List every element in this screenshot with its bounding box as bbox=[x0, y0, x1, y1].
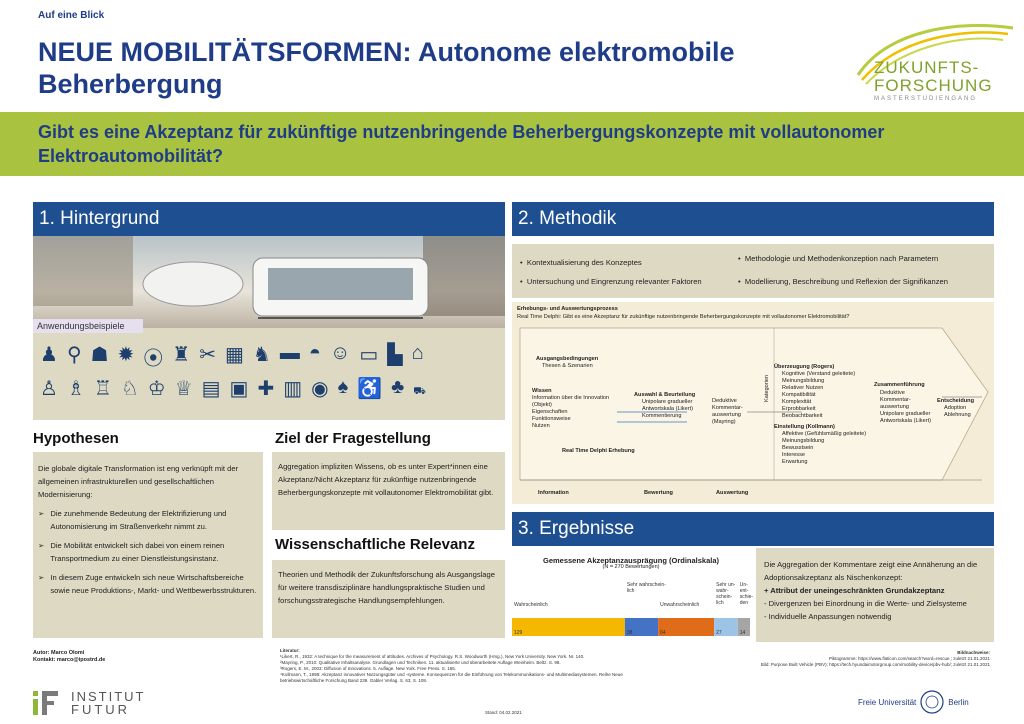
auswahl-list bbox=[642, 399, 712, 420]
bar-segment bbox=[512, 618, 625, 636]
zusammen-title: Zusammenführung bbox=[874, 382, 925, 388]
vehicle-illustration-icon bbox=[33, 236, 505, 328]
wissen-title: Wissen bbox=[532, 388, 552, 394]
wissen-item: Funktionsweise bbox=[532, 416, 571, 422]
hypothesen-bullet bbox=[38, 571, 258, 597]
literature-item: ¹Likert, R., 1932: A technique for the measurement of attitudes. Archives of Psychology. R.S. Woodworth (Hrsg.), New York University. New York. Nr. 140. bbox=[280, 654, 585, 659]
logo-line-2: FORSCHUNG bbox=[874, 76, 993, 95]
bar-category-label: schein- bbox=[716, 594, 733, 600]
group-icon: ♕ bbox=[174, 378, 193, 400]
einstellung-item: Affektive (Gefühlsmäßig geleitete) Meinungsbildung bbox=[782, 431, 867, 444]
methodik-item: • Kontextualisierung des Konzeptes bbox=[520, 258, 642, 267]
hintergrund-title: 1. Hintergrund bbox=[33, 202, 505, 236]
hypothesen-bullet-text: In diesem Zuge entwickeln sich neue Wirtschaftsbereiche sowie neue Produktions-, Markt- und Wettbewerbsstrukturen. bbox=[50, 573, 257, 595]
institut-line-2: FUTUR bbox=[71, 702, 131, 717]
couple-icon: ♣ bbox=[391, 376, 405, 398]
family-icon: ♙ bbox=[40, 378, 58, 400]
bar-value-label: 14 bbox=[739, 630, 746, 636]
results-intro: Die Aggregation der Kommentare zeigt eine Annäherung an die Adoptionsakzeptanz als Nischenkonzept: bbox=[764, 560, 978, 582]
literature-item: ³Rogers, E. M., 2003: Diffusion of Innovations. 5. Auflage. New York. Free Press. S. 165. bbox=[280, 666, 457, 671]
entscheidung-list bbox=[944, 405, 971, 419]
results-summary bbox=[756, 548, 994, 642]
einstellung-item: Interesse bbox=[782, 452, 806, 458]
firefighter-icon: ♘ bbox=[120, 378, 139, 400]
bar-value-label: 38 bbox=[626, 630, 633, 636]
hypothesen-title: Hypothesen bbox=[33, 430, 119, 447]
chef-icon: ♖ bbox=[93, 378, 112, 400]
results-bullet: - Individuelle Anpassungen notwendig bbox=[764, 612, 892, 621]
flow-subtitle: Real Time Delphi: Gibt es eine Akzeptanz für zukünftige nutzenbringende Beherbergungskonzepte mit vollautonomer Elektromobilität? bbox=[517, 314, 850, 320]
flow-diagram bbox=[512, 302, 994, 504]
wissen-item: Nutzen bbox=[532, 423, 550, 429]
bar-category-label: wahr- bbox=[716, 588, 729, 594]
auswahl-item: Unipolare gradueller Antwortskala (Likert) bbox=[642, 399, 693, 412]
einstellung-list bbox=[782, 431, 867, 466]
ueberzeugung-list bbox=[782, 371, 867, 420]
bar-category-label: lich bbox=[716, 600, 724, 606]
zusammen-item: Unipolare gradueller Antwortskala (Likert) bbox=[880, 411, 931, 424]
einstellung-item: Erwartung bbox=[782, 459, 808, 465]
entscheidung-title: Entscheidung bbox=[937, 398, 974, 404]
author: Autor: Marco Olomi bbox=[33, 650, 85, 656]
bar-category-label: schie- bbox=[739, 594, 754, 600]
einstellung-item: Bewusstsein bbox=[782, 445, 814, 451]
bar-category-label: Sehr wahrschein- bbox=[626, 582, 666, 588]
ueberzeugung-item: Kompatibilität bbox=[782, 392, 816, 398]
ausgang-title: Ausgangsbedingungen bbox=[536, 356, 599, 362]
virus-icon: ✹ bbox=[117, 344, 135, 366]
hypothesen-intro: Die globale digitale Transformation ist eng verknüpft mit der allgemeinen infrastrukturellen und gesellschaftlichen Modernisierung: bbox=[38, 464, 239, 499]
bar-category-label: Sehr un- bbox=[716, 582, 736, 588]
wissen-item: Eigenschaften bbox=[532, 409, 568, 415]
doctor-icon: ☗ bbox=[90, 344, 109, 366]
arrow-icon: ➢ bbox=[38, 573, 45, 582]
bar-segment bbox=[658, 618, 714, 636]
zukunftsforschung-logo bbox=[848, 20, 1018, 110]
hotel-staff-icon: ♟ bbox=[40, 344, 58, 366]
tools-icon: ✂ bbox=[199, 344, 216, 366]
methodik-items-panel bbox=[512, 244, 994, 298]
phase-label: Auswertung bbox=[716, 490, 749, 496]
literature-item: ²Mayring, P., 2010: Qualitative Inhaltsanalyse. Grundlagen und Techniken. 11. aktualisierte und überarbeitete Auflage Weinheim. Beltz. S. 98. bbox=[280, 660, 561, 665]
icon-row-1 bbox=[40, 342, 424, 371]
methodik-item: • Methodologie und Methodenkonzeption nach Parametern bbox=[738, 254, 939, 263]
page-title: NEUE MOBILITÄTSFORMEN: Autonome elektromobile Beherbergung bbox=[38, 37, 735, 99]
methodik-item-text: Modellierung, Beschreibung und Reflexion der Signifikanzen bbox=[744, 277, 948, 286]
ueberzeugung-item: Relativer Nutzen bbox=[782, 385, 824, 391]
atm-icon: ▥ bbox=[283, 378, 303, 400]
examples-caption: Anwendungsbeispiele bbox=[33, 319, 143, 333]
rtd-label: Real Time Delphi Erhebung bbox=[562, 448, 635, 454]
image-credit: Bild: Purpose Built Vehicle (PBV): https://tech.hyundaimotorgroup.com/mobility-device/pbv-hub/; zuletzt 21.01.2021 bbox=[760, 662, 990, 667]
phase-label: Bewertung bbox=[644, 490, 673, 496]
stand-date: Stand: 04.02.2021 bbox=[485, 710, 522, 715]
child-icon: ♗ bbox=[66, 378, 85, 400]
police-icon: ◉ bbox=[311, 378, 329, 400]
house-icon: ⌂ bbox=[411, 342, 424, 364]
institut-line-1: INSTITUT bbox=[71, 689, 146, 704]
worker-icon: ♜ bbox=[172, 344, 191, 366]
fu-city: Berlin bbox=[948, 697, 969, 707]
person-bell-icon: ⚲ bbox=[66, 344, 82, 366]
image-credits-title: Bildnachweise: bbox=[957, 650, 990, 655]
wissen-list bbox=[532, 395, 614, 430]
if-logo-icon bbox=[33, 691, 63, 715]
ueberzeugung-item: Kognitive (Verstand geleitete) Meinungsbildung bbox=[782, 371, 856, 384]
entscheidung-item: Adoption bbox=[944, 405, 967, 411]
zusammen-list bbox=[880, 390, 935, 425]
bar-category-label: lich bbox=[626, 588, 635, 594]
methodik-item-text: Kontextualisierung des Konzeptes bbox=[526, 258, 642, 267]
elderly-icon: ♠ bbox=[337, 376, 349, 398]
methodik-item: • Modellierung, Beschreibung und Reflexion der Signifikanzen bbox=[738, 277, 948, 286]
methodik-item: • Untersuchung und Eingrenzung relevanter Faktoren bbox=[520, 277, 702, 286]
ausgang-sub: Thesen & Szenarien bbox=[542, 363, 593, 369]
ziel-text: Aggregation impliziten Wissens, ob es unter Expert*innen eine Akzeptanz/Nicht Akzeptanz für zukünftige nutzenbringende Beherbergungskonzepte mit vollautonomer Elektromobilität gibt. bbox=[272, 452, 505, 530]
phase-label: Information bbox=[538, 490, 569, 496]
factory-icon: ▙ bbox=[387, 344, 403, 366]
literature bbox=[280, 648, 660, 684]
bar-category-label: ent- bbox=[739, 588, 749, 594]
methodik-title: 2. Methodik bbox=[512, 202, 994, 236]
icon-row-2 bbox=[40, 376, 426, 401]
hypothesen-bullet bbox=[38, 507, 258, 533]
logo-line-1: ZUKUNFTS- bbox=[874, 58, 980, 77]
hypothesen-bullet bbox=[38, 539, 258, 565]
moped-icon: ◓ bbox=[308, 342, 321, 364]
ueberzeugung-item: Beobachtbarkeit bbox=[782, 413, 823, 419]
entscheidung-item: Ablehnung bbox=[944, 412, 971, 418]
hypothesen-bullet-text: Die Mobilität entwickelt sich dabei von einem reinen Transportmedium zu einer Dienstleistungsinstanz. bbox=[50, 541, 225, 563]
einstellung-title: Einstellung (Kollmann) bbox=[774, 424, 835, 430]
fu-seal-icon bbox=[920, 690, 944, 714]
image-credit: Piktogramme: https://www.flaticon.com/search?word=rescue ; zuletzt 21.01.2021 bbox=[829, 656, 990, 661]
methodik-item-text: Untersuchung und Eingrenzung relevanter Faktoren bbox=[526, 277, 702, 286]
flow-title: Erhebungs- und Auswertungsprozess bbox=[517, 306, 618, 312]
contact: Kontakt: marco@ipostrd.de bbox=[33, 657, 106, 663]
bar-value-label: 27 bbox=[716, 630, 722, 636]
chart-subtitle: (N = 270 Bewertungen) bbox=[602, 564, 660, 570]
wissen-item: Information über die Innovation (Objekt) bbox=[532, 395, 610, 408]
nurse-icon: ✚ bbox=[257, 378, 275, 400]
stacked-bar-chart bbox=[512, 548, 754, 642]
bar-category-label: Un- bbox=[739, 582, 748, 588]
deduktiv-text: Deduktive Kommentar-auswertung (Mayring) bbox=[712, 398, 743, 425]
bar-value-label: 129 bbox=[514, 630, 523, 636]
meeting-icon: ♞ bbox=[252, 344, 271, 366]
arrow-icon: ➢ bbox=[38, 541, 45, 550]
image-credits bbox=[700, 650, 990, 668]
ergebnisse-title: 3. Ergebnisse bbox=[512, 512, 994, 546]
masks-icon: ☺ bbox=[329, 342, 351, 364]
bar-category-label: Wahrscheinlich bbox=[514, 602, 548, 608]
bed-icon: ▬ bbox=[279, 342, 300, 364]
results-bullet: + Attribut der uneingeschränkten Grundakzeptanz bbox=[764, 586, 945, 595]
ueberzeugung-item: Komplexität bbox=[782, 399, 812, 405]
chart-title: Gemessene Akzeptanzausprägung (Ordinalskala) bbox=[542, 556, 720, 565]
fu-berlin-logo bbox=[858, 690, 969, 714]
delivery-icon: ▣ bbox=[229, 378, 249, 400]
arrow-icon: ➢ bbox=[38, 509, 45, 518]
auswahl-title: Auswahl & Beurteilung bbox=[634, 392, 696, 398]
zusammen-item: Deduktive Kommentar-auswertung bbox=[880, 390, 911, 410]
ziel-title: Ziel der Fragestellung bbox=[275, 430, 431, 447]
cart-icon: ⛟ bbox=[413, 386, 426, 397]
research-question: Gibt es eine Akzeptanz für zukünftige nutzenbringende Beherbergungskonzepte mit vollautonomer Elektroautomobilität? bbox=[38, 122, 885, 166]
vehicle-photo bbox=[33, 236, 505, 328]
methodik-item-text: Methodologie und Methodenkonzeption nach Parametern bbox=[744, 254, 939, 263]
bar-category-label: Unwahrscheinlich bbox=[660, 602, 700, 608]
kicker: Auf eine Blick bbox=[38, 10, 105, 21]
institut-futur-logo bbox=[33, 690, 146, 716]
building-icon: ▦ bbox=[225, 344, 244, 366]
gym-icon: ♔ bbox=[147, 378, 166, 400]
laptop-icon: ▭ bbox=[359, 344, 379, 366]
relevanz-text: Theorien und Methodik der Zukunftsforschung als Ausgangslage für weitere transdisziplinäre handlungspraktische Studien und forschungsstrategische Handlungsempfehlungen. bbox=[272, 560, 505, 638]
wheelchair-icon: ♿ bbox=[357, 378, 383, 400]
hypothesen-bullet-text: Die zunehmende Bedeutung der Elektrifizierung und Autonomisierung im Straßenverkehr nimmt zu. bbox=[50, 509, 227, 531]
fu-name: Freie Universität bbox=[858, 697, 917, 707]
auswahl-item: Kommentierung bbox=[642, 413, 682, 419]
kategorien-label: Kategorien bbox=[764, 374, 770, 402]
logo-line-3: MASTERSTUDIENGANG bbox=[874, 96, 978, 102]
bar-value-label: 64 bbox=[660, 630, 666, 636]
relevanz-title: Wissenschaftliche Relevanz bbox=[275, 536, 475, 553]
literature-title: Literatur: bbox=[280, 648, 300, 653]
results-bullet: - Divergenzen bei Einordnung in die Werte- und Zielsysteme bbox=[764, 599, 967, 608]
bar-category-label: den bbox=[739, 600, 749, 606]
ueberzeugung-item: Erprobbarkeit bbox=[782, 406, 816, 412]
signal-icon: ⦿ bbox=[143, 348, 164, 370]
literature-item: ⁴Kollmann, T., 1998: Akzeptanz innovativer Nutzungsgüter und -systeme. Konsequenzen für die Einführung von Telekommunikations- und Multimediasystemen. Reihe Neue betriebswirtschaftliche Forschung Band 239. Gabler Verlag. S. 63, S. 108. bbox=[280, 672, 623, 683]
ueberzeugung-title: Überzeugung (Rogers) bbox=[774, 364, 835, 370]
shop-icon: ▤ bbox=[201, 378, 221, 400]
hypothesen-panel bbox=[33, 452, 263, 638]
results-chart bbox=[512, 548, 754, 642]
